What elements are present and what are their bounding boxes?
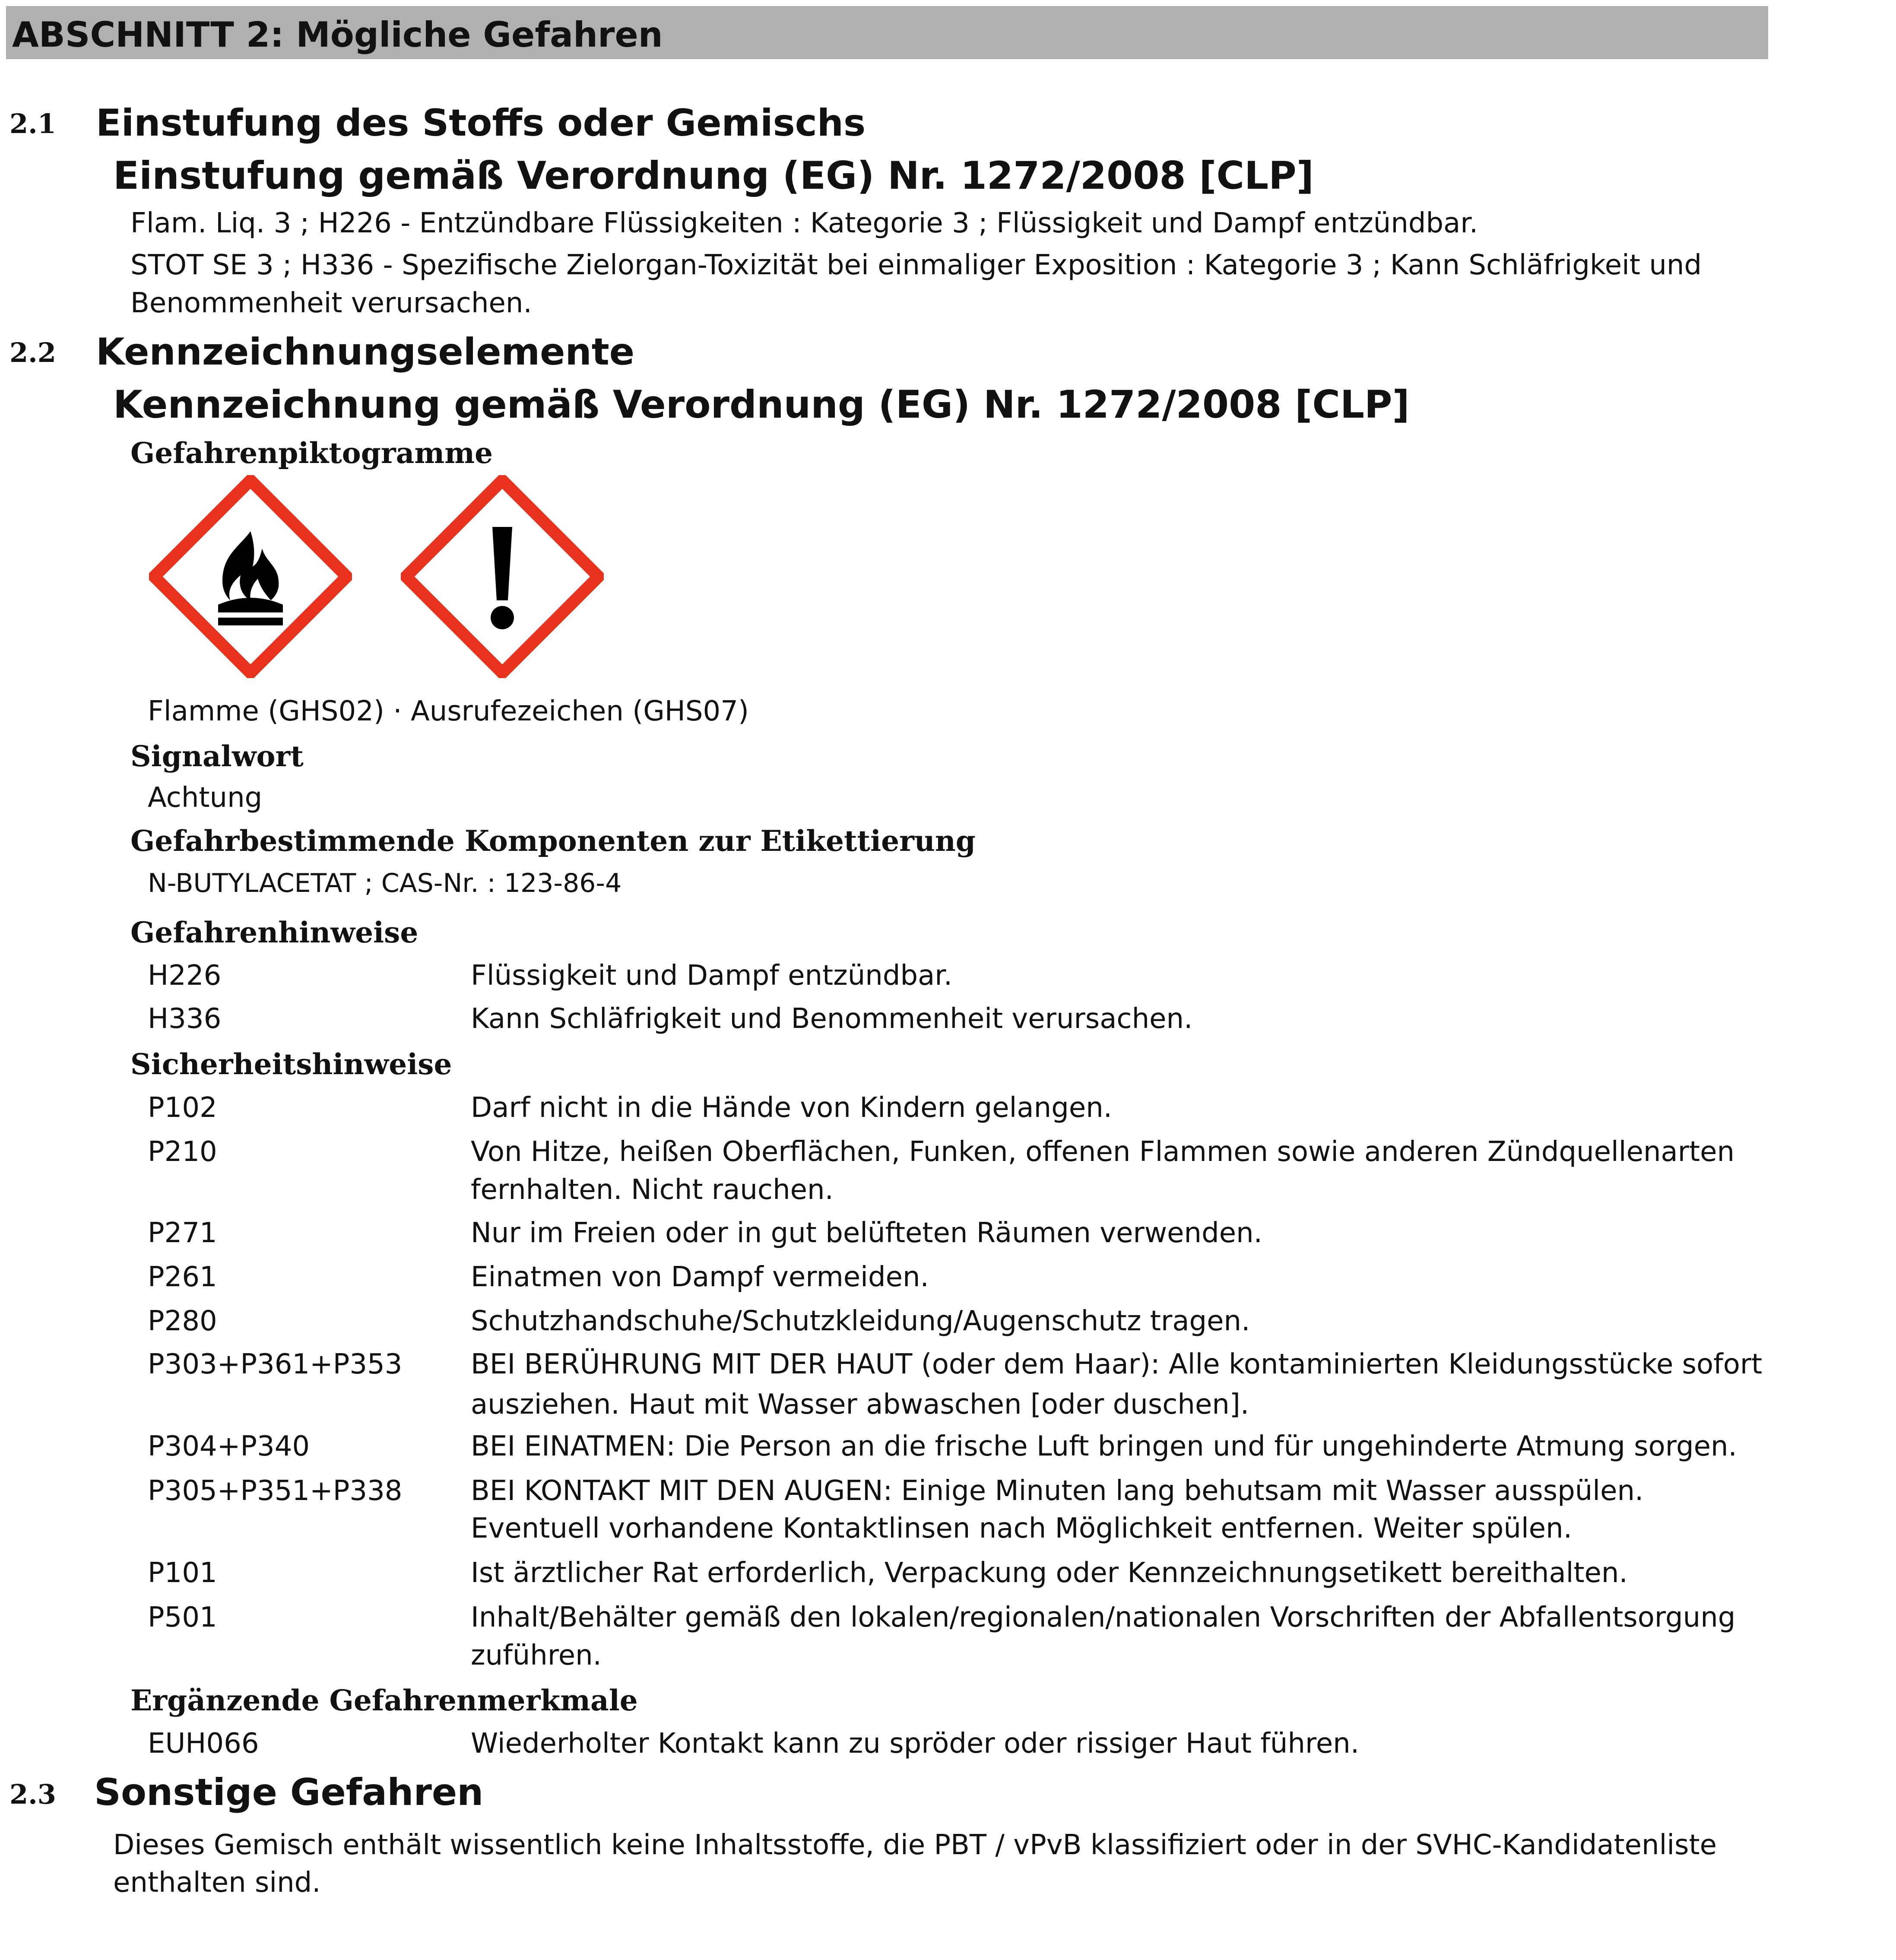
- section-header-bar: [6, 6, 1768, 59]
- precaution-text: Ist ärztlicher Rat erforderlich, Verpackung oder Kennzeichnungsetikett bereithalten.: [471, 1557, 1628, 1589]
- section-2-1-title: Einstufung des Stoffs oder Gemischs: [96, 101, 866, 145]
- pictograms-heading: Gefahrenpiktogramme: [130, 436, 493, 470]
- precaution-code: P271: [148, 1217, 217, 1249]
- hazard-statements-heading: Gefahrenhinweise: [130, 916, 419, 949]
- precaution-text: ausziehen. Haut mit Wasser abwaschen [oder duschen].: [471, 1389, 1249, 1421]
- supplementary-heading: Ergänzende Gefahrenmerkmale: [130, 1684, 638, 1717]
- precaution-code: P280: [148, 1305, 217, 1337]
- precaution-code: P210: [148, 1136, 217, 1168]
- precaution-code: P305+P351+P338: [148, 1475, 403, 1507]
- precaution-text: Schutzhandschuhe/Schutzkleidung/Augenschutz tragen.: [471, 1305, 1250, 1337]
- precaution-code: P261: [148, 1261, 217, 1293]
- hazard-text: Flüssigkeit und Dampf entzündbar.: [471, 960, 953, 992]
- precaution-text: Von Hitze, heißen Oberflächen, Funken, offenen Flammen sowie anderen Zündquellenarten: [471, 1136, 1735, 1168]
- precaution-text: zuführen.: [471, 1640, 602, 1671]
- precaution-code: P304+P340: [148, 1430, 310, 1462]
- ghs02-flame-icon: [149, 475, 352, 678]
- precaution-code: P102: [148, 1092, 217, 1124]
- other-hazards-text: Dieses Gemisch enthält wissentlich keine Inhaltsstoffe, die PBT / vPvB klassifiziert oder in der SVHC-Kandidatenliste: [113, 1829, 1717, 1861]
- precaution-text: BEI KONTAKT MIT DEN AUGEN: Einige Minuten lang behutsam mit Wasser ausspülen.: [471, 1475, 1644, 1507]
- precautionary-statements-heading: Sicherheitshinweise: [130, 1047, 452, 1081]
- other-hazards-text: enthalten sind.: [113, 1867, 321, 1899]
- precaution-text: Darf nicht in die Hände von Kindern gelangen.: [471, 1092, 1113, 1124]
- classification-line: Flam. Liq. 3 ; H226 - Entzündbare Flüssigkeiten : Kategorie 3 ; Flüssigkeit und Dampf entzündbar.: [130, 207, 1478, 239]
- precaution-text: Eventuell vorhandene Kontaktlinsen nach Möglichkeit entfernen. Weiter spülen.: [471, 1513, 1573, 1545]
- section-2-1-subtitle: Einstufung gemäß Verordnung (EG) Nr. 1272/2008 [CLP]: [113, 153, 1314, 198]
- section-2-3-title: Sonstige Gefahren: [94, 1771, 484, 1814]
- precaution-code: P501: [148, 1602, 217, 1633]
- section-2-3-number: 2.3: [10, 1779, 56, 1810]
- signal-word-heading: Signalwort: [130, 739, 304, 773]
- precaution-code: P101: [148, 1557, 217, 1589]
- section-2-2-number: 2.2: [10, 337, 56, 368]
- signal-word: Achtung: [148, 782, 263, 814]
- supplementary-code: EUH066: [148, 1728, 259, 1760]
- hazard-code: H226: [148, 960, 222, 992]
- precaution-text: Einatmen von Dampf vermeiden.: [471, 1261, 929, 1293]
- precaution-code: P303+P361+P353: [148, 1348, 403, 1380]
- precaution-text: Inhalt/Behälter gemäß den lokalen/regionalen/nationalen Vorschriften der Abfallentsorgung: [471, 1602, 1736, 1633]
- precaution-text: Nur im Freien oder in gut belüfteten Räumen verwenden.: [471, 1217, 1262, 1249]
- ghs07-exclamation-icon: [401, 475, 604, 678]
- classification-line: STOT SE 3 ; H336 - Spezifische Zielorgan-Toxizität bei einmaliger Exposition : Kategorie 3 ; Kann Schläfrigkeit und: [130, 249, 1702, 281]
- classification-line: Benommenheit verursachen.: [130, 287, 532, 319]
- precaution-text: BEI BERÜHRUNG MIT DER HAUT (oder dem Haar): Alle kontaminierten Kleidungsstücke sofort: [471, 1348, 1763, 1380]
- pictogram-caption: Flamme (GHS02) · Ausrufezeichen (GHS07): [148, 695, 749, 727]
- hazard-text: Kann Schläfrigkeit und Benommenheit verursachen.: [471, 1003, 1193, 1035]
- section-2-2-title: Kennzeichnungselemente: [96, 330, 635, 374]
- components-text: N-BUTYLACETAT ; CAS-Nr. : 123-86-4: [148, 868, 622, 898]
- precaution-text: fernhalten. Nicht rauchen.: [471, 1174, 834, 1206]
- section-2-1-number: 2.1: [10, 108, 56, 140]
- hazard-code: H336: [148, 1003, 222, 1035]
- section-2-2-subtitle: Kennzeichnung gemäß Verordnung (EG) Nr. 1272/2008 [CLP]: [113, 382, 1410, 427]
- components-heading: Gefahrbestimmende Komponenten zur Etikettierung: [130, 824, 976, 858]
- supplementary-text: Wiederholter Kontakt kann zu spröder oder rissiger Haut führen.: [471, 1728, 1360, 1760]
- section-title: ABSCHNITT 2: Mögliche Gefahren: [12, 15, 663, 55]
- precaution-text: BEI EINATMEN: Die Person an die frische Luft bringen und für ungehinderte Atmung sorgen.: [471, 1430, 1737, 1462]
